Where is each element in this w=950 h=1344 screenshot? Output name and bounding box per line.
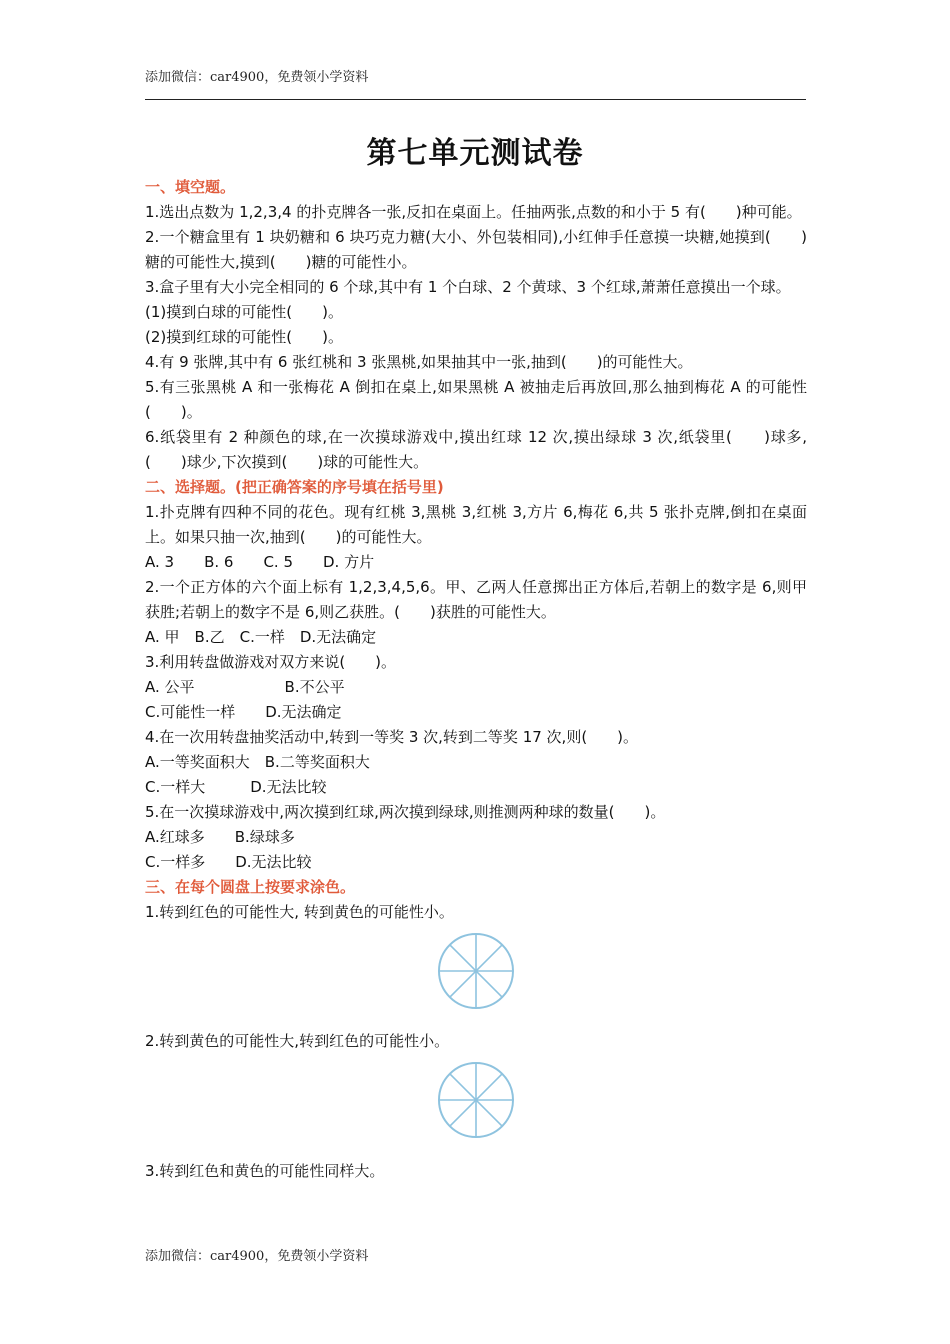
question-line: (1)摸到白球的可能性( )。: [145, 303, 343, 321]
header-divider: [145, 99, 806, 100]
answer-options: A.一等奖面积大 B.二等奖面积大: [145, 753, 370, 771]
answer-options: A. 3 B. 6 C. 5 D. 方片: [145, 553, 375, 571]
question-line: (2)摸到红球的可能性( )。: [145, 328, 343, 346]
footer-note: 添加微信：car4900，免费领小学资料: [145, 1249, 369, 1264]
question-line: 1.选出点数为 1,2,3,4 的扑克牌各一张,反扣在桌面上。任抽两张,点数的和小于 5 有( )种可能。: [145, 203, 802, 221]
document-body: [145, 175, 807, 1184]
question-line: 3.利用转盘做游戏对双方来说( )。: [145, 653, 397, 671]
spinner-wheel-icon[interactable]: [437, 932, 515, 1010]
section-heading-fill: 一、填空题。: [145, 178, 236, 196]
answer-options: A. 公平 B.不公平: [145, 678, 345, 696]
question-line: 3.盒子里有大小完全相同的 6 个球,其中有 1 个白球、2 个黄球、3 个红球,萧萧任意摸出一个球。: [145, 278, 791, 296]
section-heading-coloring: 三、在每个圆盘上按要求涂色。: [145, 878, 356, 896]
question-line: 4.有 9 张牌,其中有 6 张红桃和 3 张黑桃,如果抽其中一张,抽到( )的可能性大。: [145, 353, 693, 371]
answer-options: C.一样多 D.无法比较: [145, 853, 312, 871]
spinner-wheel-icon[interactable]: [437, 1061, 515, 1139]
answer-options: C.一样大 D.无法比较: [145, 778, 327, 796]
question-line: 2.转到黄色的可能性大,转到红色的可能性小。: [145, 1032, 450, 1050]
answer-options: C.可能性一样 D.无法确定: [145, 703, 342, 721]
question-line: 2.一个正方体的六个面上标有 1,2,3,4,5,6。甲、乙两人任意掷出正方体后,若朝上的数字是 6,则甲获胜;若朝上的数字不是 6,则乙获胜。( )获胜的可能性大。: [145, 578, 807, 621]
header-note: 添加微信：car4900，免费领小学资料: [145, 70, 369, 85]
question-line: 5.在一次摸球游戏中,两次摸到红球,两次摸到绿球,则推测两种球的数量( )。: [145, 803, 666, 821]
question-line: 5.有三张黑桃 A 和一张梅花 A 倒扣在桌上,如果黑桃 A 被抽走后再放回,那么抽到梅花 A 的可能性( )。: [145, 378, 807, 421]
answer-options: A.红球多 B.绿球多: [145, 828, 295, 846]
question-line: 4.在一次用转盘抽奖活动中,转到一等奖 3 次,转到二等奖 17 次,则( )。: [145, 728, 639, 746]
question-line: 2.一个糖盒里有 1 块奶糖和 6 块巧克力糖(大小、外包装相同),小红伸手任意摸一块糖,她摸到( )糖的可能性大,摸到( )糖的可能性小。: [145, 228, 807, 271]
answer-options: A. 甲 B.乙 C.一样 D.无法确定: [145, 628, 377, 646]
question-line: 6.纸袋里有 2 种颜色的球,在一次摸球游戏中,摸出红球 12 次,摸出绿球 3 次,纸袋里( )球多,( )球少,下次摸到( )球的可能性大。: [145, 428, 807, 471]
section-heading-choice: 二、选择题。(把正确答案的序号填在括号里): [145, 478, 444, 496]
page-title: 第七单元测试卷: [366, 136, 584, 171]
question-line: 1.转到红色的可能性大, 转到黄色的可能性小。: [145, 903, 454, 921]
question-line: 3.转到红色和黄色的可能性同样大。: [145, 1162, 385, 1180]
question-line: 1.扑克牌有四种不同的花色。现有红桃 3,黑桃 3,红桃 3,方片 6,梅花 6,共 5 张扑克牌,倒扣在桌面上。如果只抽一次,抽到( )的可能性大。: [145, 503, 807, 546]
